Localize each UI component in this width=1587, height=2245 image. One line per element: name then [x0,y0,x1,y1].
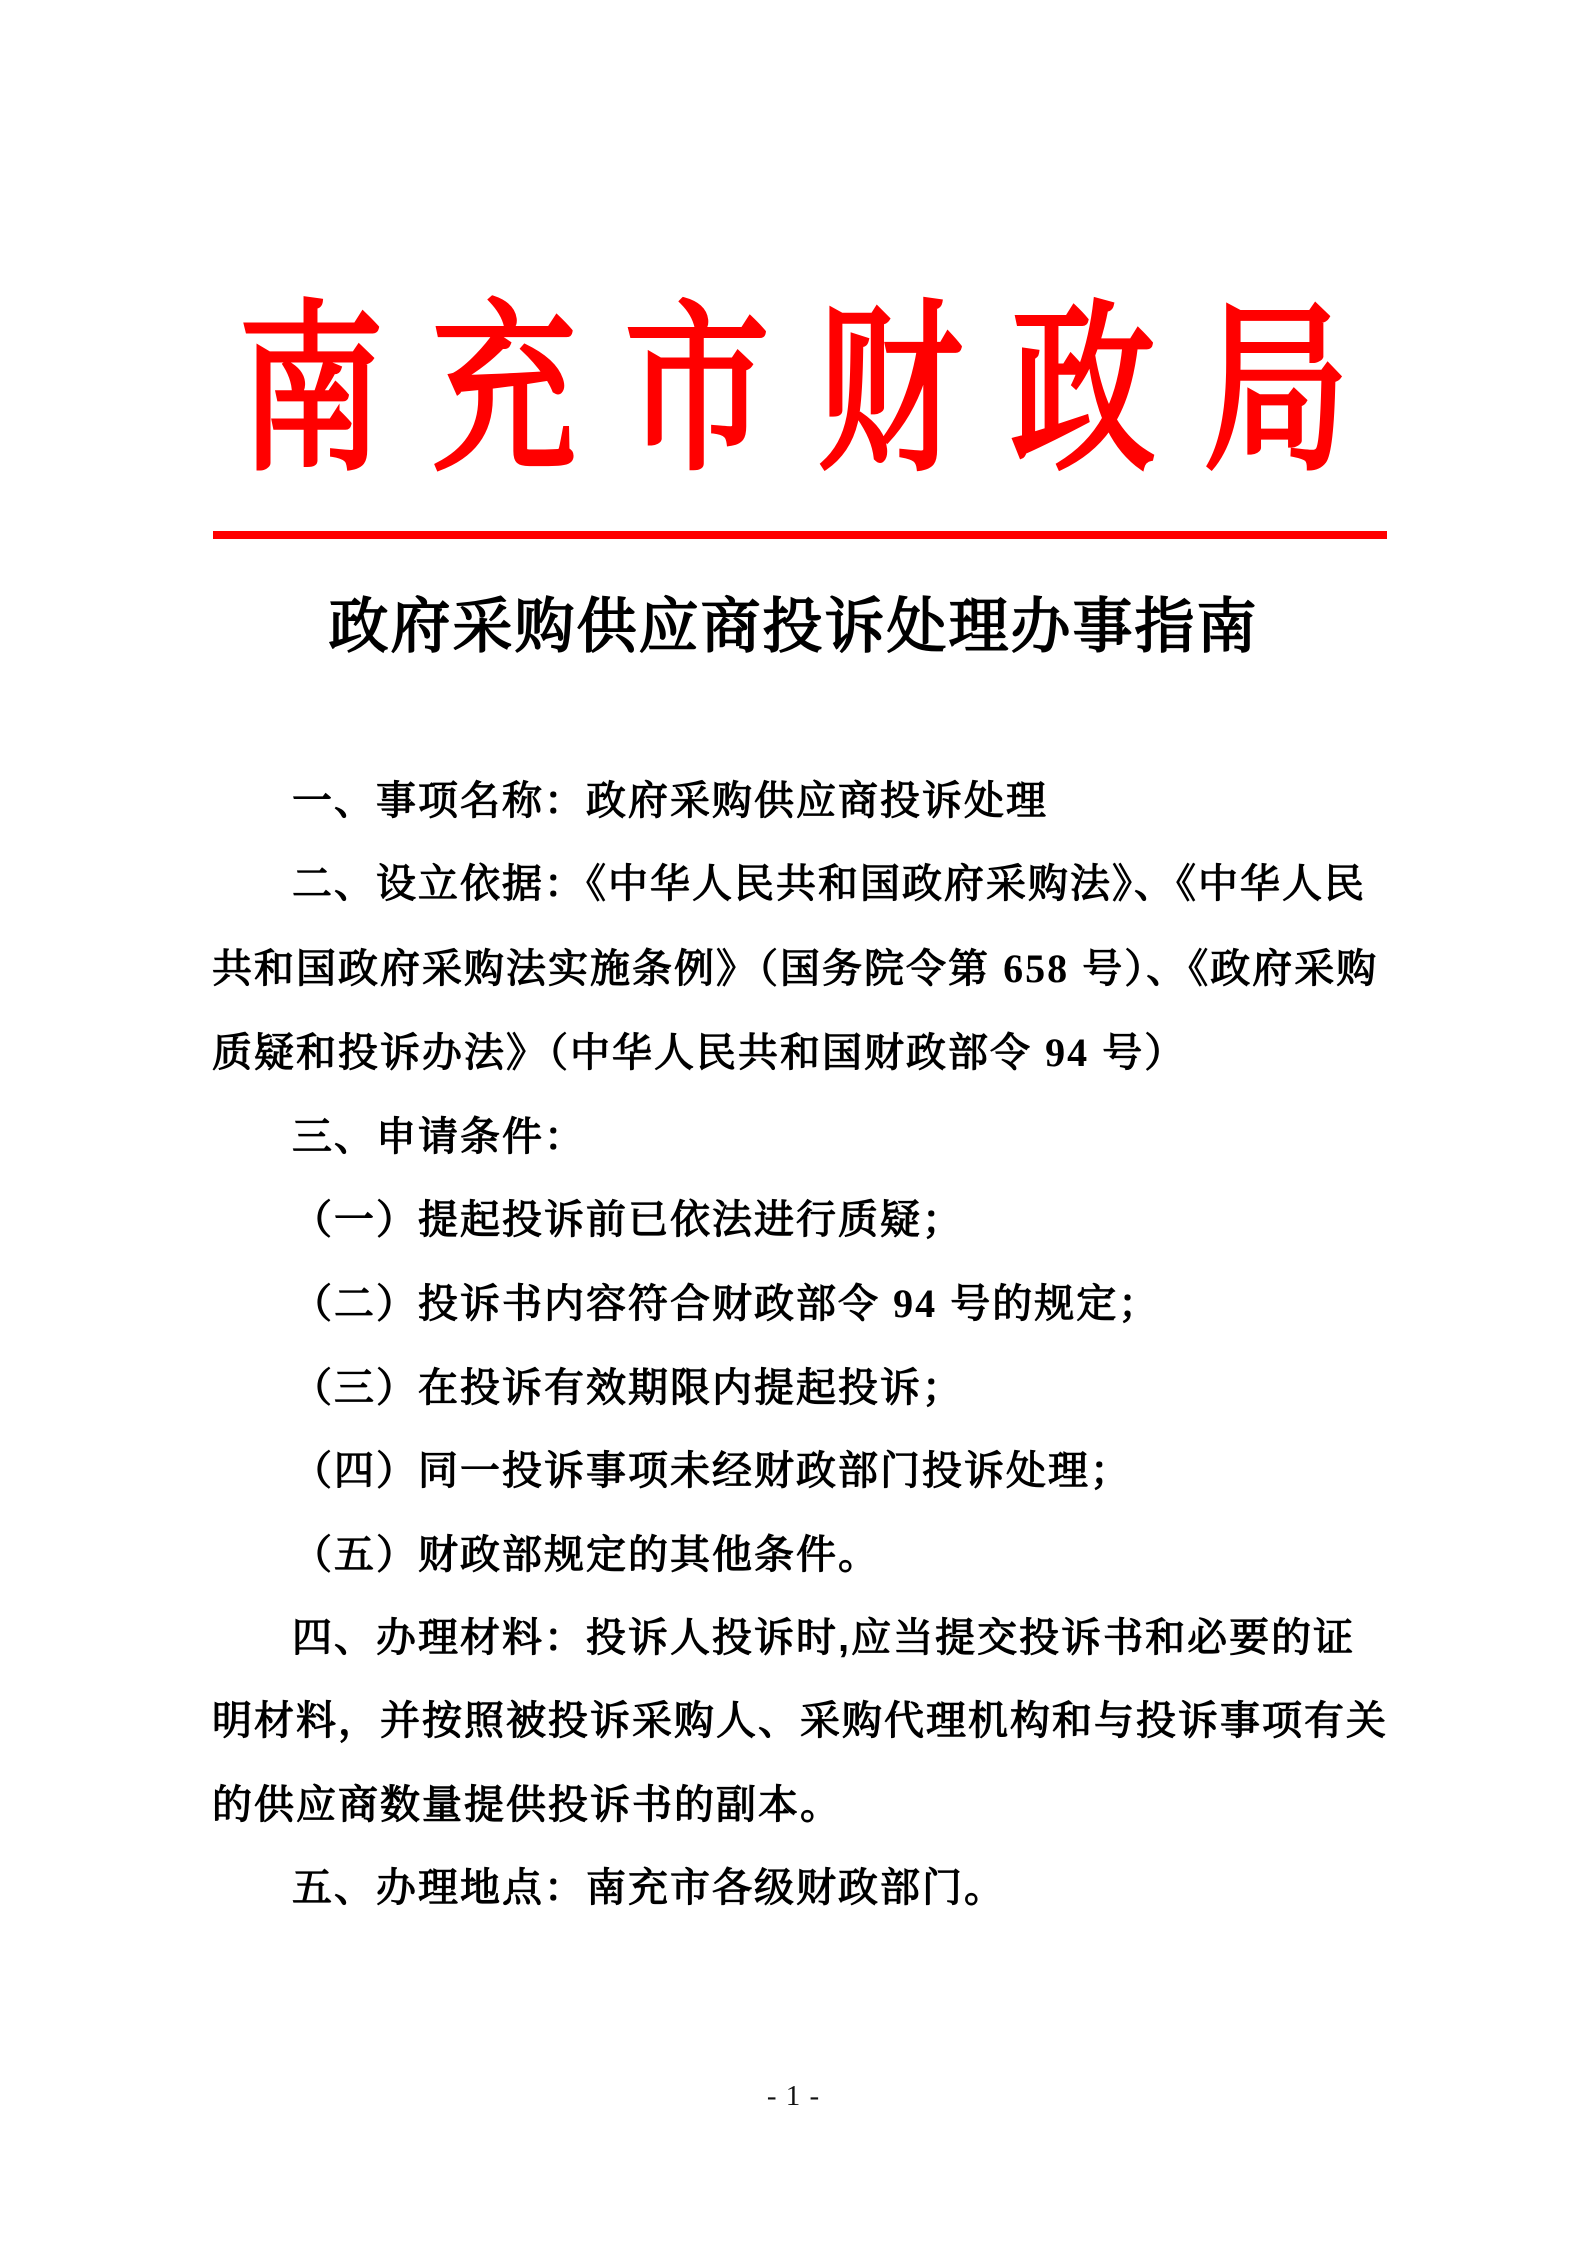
body-line: 的供应商数量提供投诉书的副本。 [212,1782,842,1827]
body-line: 二、设立依据：《中华人民共和国政府采购法》、《中华人民 [292,862,1366,907]
body-line: （三）在投诉有效期限内提起投诉； [292,1365,964,1410]
body-line: （二）投诉书内容符合财政部令 94 号的规定； [292,1281,1161,1327]
body-line: 共和国政府采购法实施条例》（国务院令第 658 号）、《政府采购 [212,945,1379,991]
document-title: 政府采购供应商投诉处理办事指南 [328,594,1259,660]
body-line: 质疑和投诉办法》（中华人民共和国财政部令 94 号） [212,1030,1187,1076]
body-line: （四）同一投诉事项未经财政部门投诉处理； [292,1449,1132,1494]
body-line: 五、办理地点：南充市各级财政部门。 [292,1866,1006,1911]
letterhead-divider-line [213,531,1387,539]
body-line: 三、申请条件： [292,1114,586,1159]
page-number: - 1 - [766,2080,821,2112]
body-line: 明材料，并按照被投诉采购人、采购代理机构和与投诉事项有关 [212,1699,1388,1744]
body-line: （五）财政部规定的其他条件。 [292,1532,880,1577]
body-line: 一、事项名称：政府采购供应商投诉处理 [292,779,1048,823]
body-line: 四、办理材料：投诉人投诉时,应当提交投诉书和必要的证 [292,1616,1356,1661]
agency-letterhead: 南充市财政局 [238,291,1397,494]
document-body [212,760,1424,1931]
body-line: （一）提起投诉前已依法进行质疑； [292,1198,964,1243]
